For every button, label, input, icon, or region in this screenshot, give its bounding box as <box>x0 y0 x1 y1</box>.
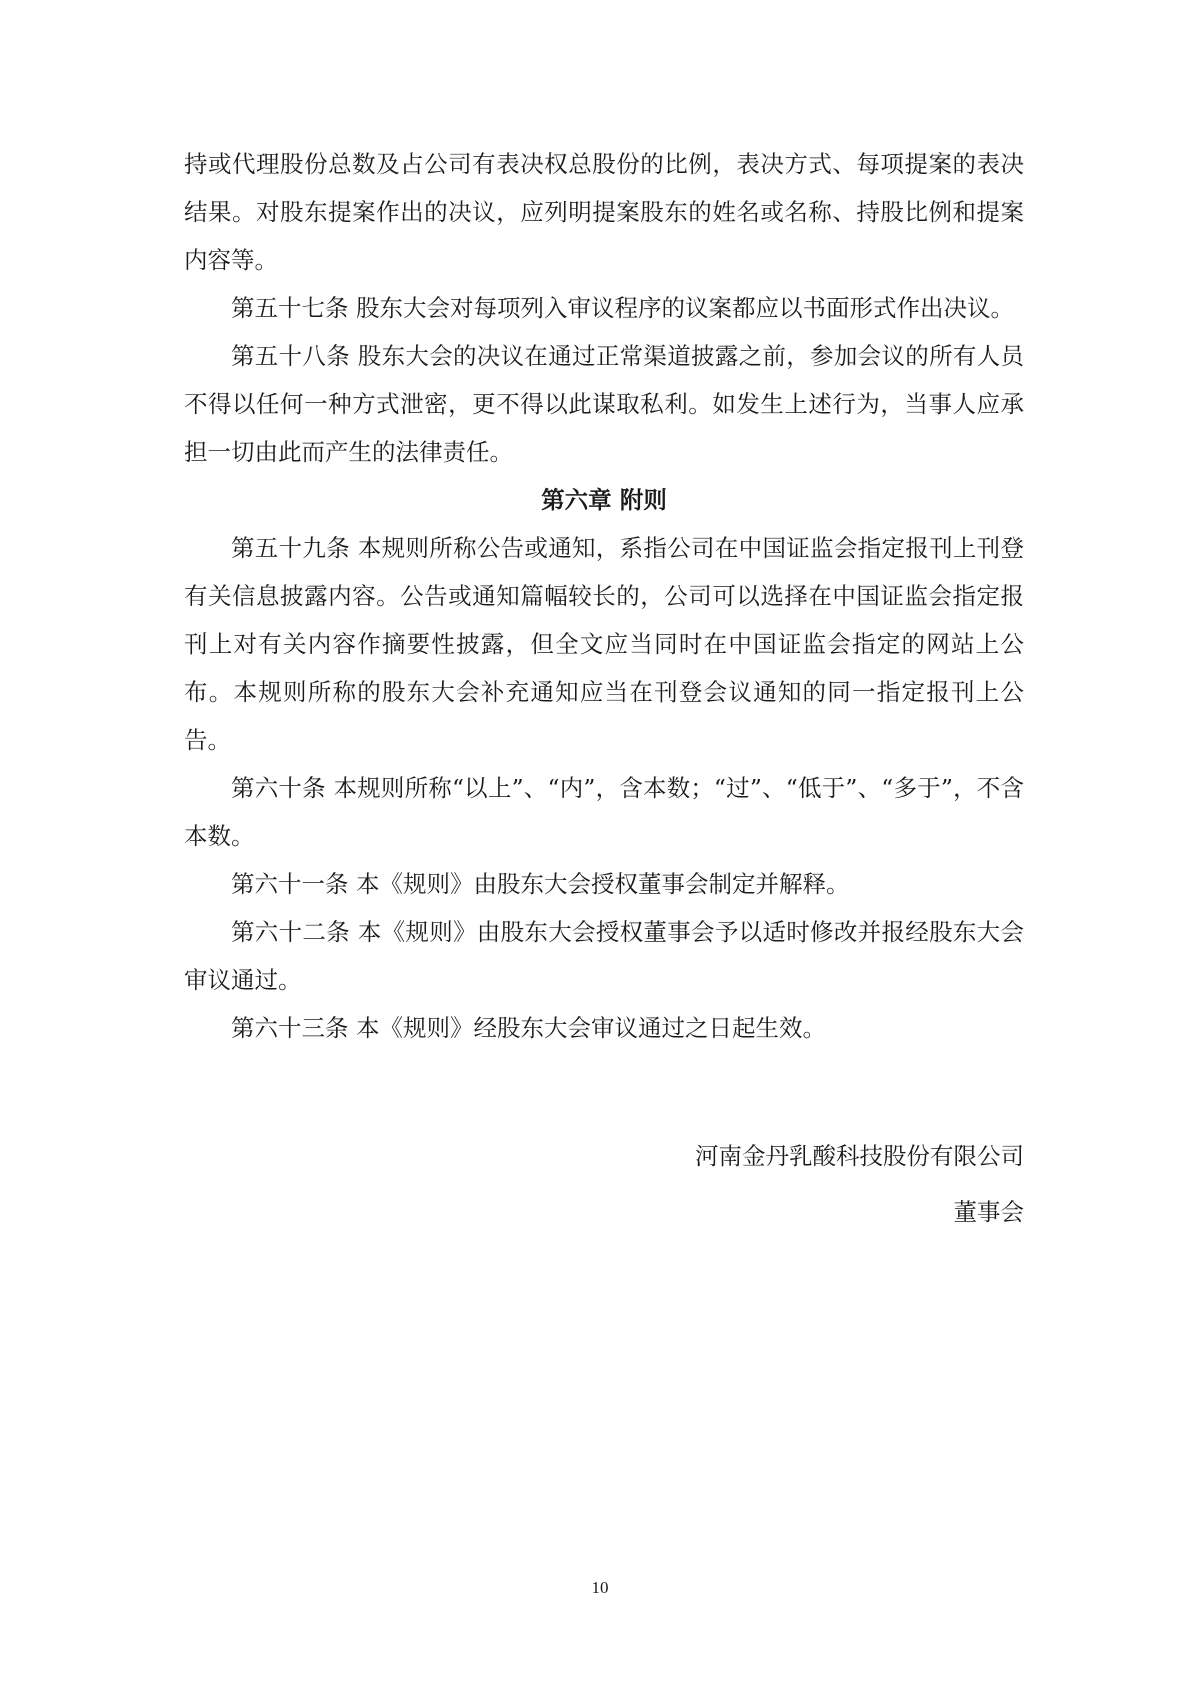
paragraph-article-63: 第六十三条 本《规则》经股东大会审议通过之日起生效。 <box>231 1014 826 1042</box>
signature-block <box>695 1128 1024 1240</box>
paragraph-article-59: 第五十九条 本规则所称公告或通知，系指公司在中国证监会指定报刊上刊登有关信息披露内容。公告或通知篇幅较长的，公司可以选择在中国证监会指定报刊上对有关内容作摘要性披露，但全文应当同时在中国证监会指定的网站上公布。本规则所称的股东大会补充通知应当在刊登会议通知的同一指定报刊上公告。 <box>184 534 1024 754</box>
paragraph-continuation: 持或代理股份总数及占公司有表决权总股份的比例，表决方式、每项提案的表决结果。对股东提案作出的决议，应列明提案股东的姓名或名称、持股比例和提案内容等。 <box>184 150 1024 274</box>
paragraph-article-61: 第六十一条 本《规则》由股东大会授权董事会制定并解释。 <box>231 870 850 898</box>
paragraph-article-58: 第五十八条 股东大会的决议在通过正常渠道披露之前，参加会议的所有人员不得以任何一种方式泄密，更不得以此谋取私利。如发生上述行为，当事人应承担一切由此而产生的法律责任。 <box>184 342 1024 466</box>
paragraph-article-57: 第五十七条 股东大会对每项列入审议程序的议案都应以书面形式作出决议。 <box>231 294 1014 322</box>
paragraph-article-60: 第六十条 本规则所称“以上”、“内”，含本数；“过”、“低于”、“多于”，不含本数。 <box>184 774 1024 850</box>
document-body <box>184 140 1024 1052</box>
page-number: 10 <box>591 1578 609 1597</box>
paragraph-article-62: 第六十二条 本《规则》由股东大会授权董事会予以适时修改并报经股东大会审议通过。 <box>184 918 1024 994</box>
signature-company: 河南金丹乳酸科技股份有限公司 <box>695 1142 1024 1170</box>
chapter-heading: 第六章 附则 <box>541 486 667 514</box>
signature-board: 董事会 <box>953 1198 1024 1226</box>
